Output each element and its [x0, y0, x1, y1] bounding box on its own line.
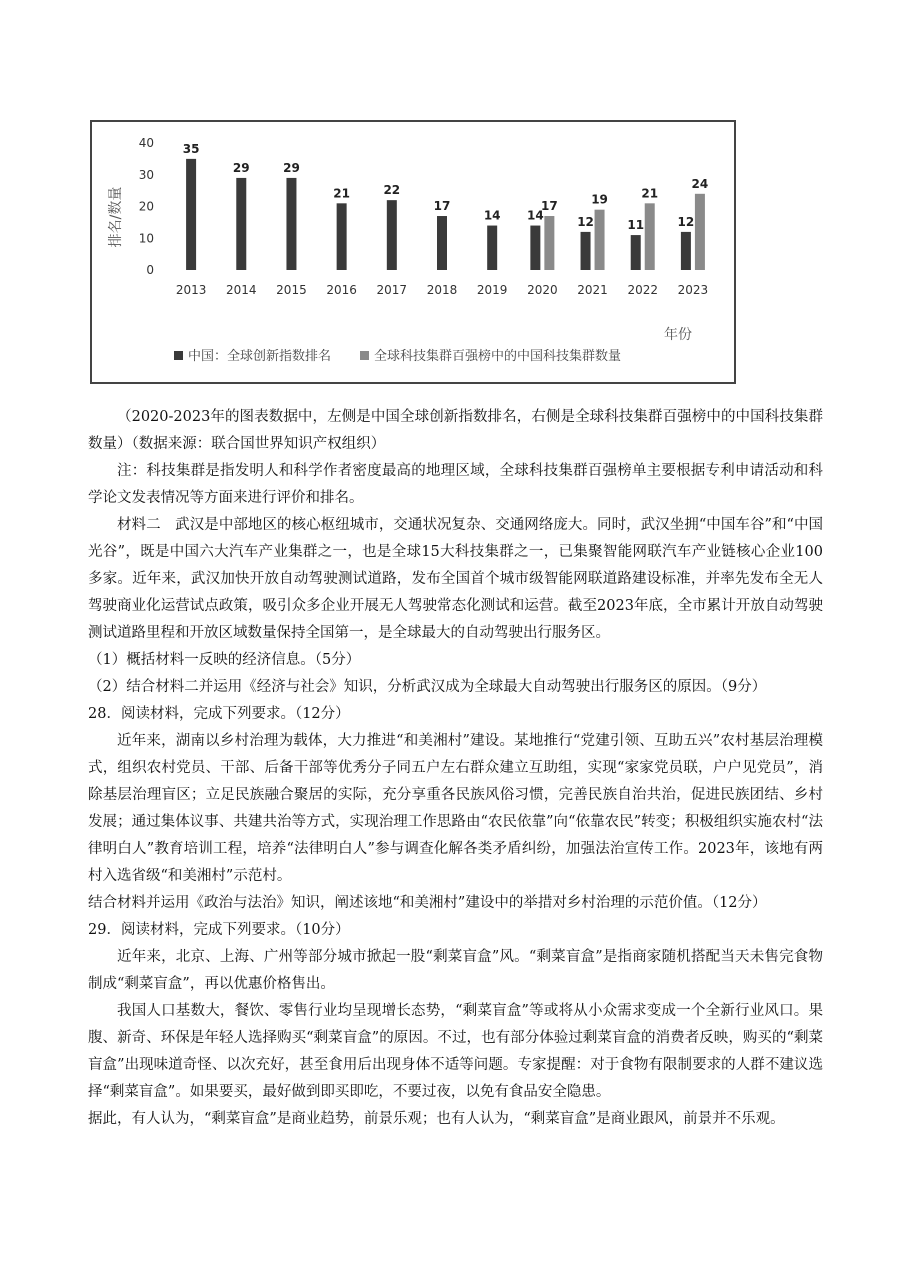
- chart-frame: [90, 120, 736, 384]
- x-tick-label: 2017: [376, 283, 408, 297]
- x-tick-label: 2016: [326, 283, 357, 297]
- x-tick-label: 2019: [476, 283, 508, 297]
- x-tick-label: 2015: [276, 283, 307, 297]
- bar-ranking: [631, 235, 641, 270]
- bar-cluster-count: [544, 216, 554, 270]
- data-label-ranking: 12: [577, 214, 594, 229]
- data-label-ranking: 29: [232, 160, 250, 175]
- data-label-ranking: 14: [527, 208, 544, 223]
- data-label-ranking: 29: [283, 160, 300, 175]
- question-28-heading: 28．阅读材料，完成下列要求。（12分）: [88, 706, 350, 722]
- data-label-cluster-count: 17: [541, 199, 558, 214]
- question-28-material: 近年来，湖南以乡村治理为载体，大力推进“和美湘村”建设。某地推行“党建引领、互助五兴”农村基层治理模式，组织农村党员、干部、后备干部等优秀分子同五户左右群众建立互助组，实现“家家党员联，户户见党员”，消除基层治理盲区；立足民族融合聚居的实际，充分享重各民族风俗习惯，完善民族自治共治，促进民族团结、乡村发展；通过集体议事、共建共治等方式，实现治理工作思路由“农民依靠”向“依靠农民”转变；积极组织实施农村“法律明白人”教育培训工程，培养“法律明白人”参与调查化解各类矛盾纠纷，加强法治宣传工作。2023年，该地有两村入选省级“和美湘村”示范村。: [88, 733, 823, 884]
- y-tick-label: 0: [146, 263, 154, 277]
- data-label-ranking: 11: [627, 218, 645, 233]
- bar-ranking: [437, 216, 447, 270]
- y-axis-title: 排名/数量: [108, 186, 124, 248]
- question-29-material-1: 近年来，北京、上海、广州等部分城市掀起一股“剩菜盲盒”风。“剩菜盲盒”是指商家随机搭配当天未售完食物制成“剩菜盲盒”，再以优惠价格售出。: [88, 949, 823, 992]
- legend-swatch-ranking: [174, 351, 183, 360]
- x-tick-label: 2022: [627, 283, 659, 297]
- bar-ranking: [387, 200, 397, 270]
- bar-ranking: [337, 203, 347, 270]
- bar-ranking: [186, 159, 196, 270]
- y-tick-label: 30: [138, 167, 154, 182]
- legend-swatch-cluster-count: [360, 351, 369, 360]
- article-body: [88, 404, 823, 1133]
- question-2: （2）结合材料二并运用《经济与社会》知识，分析武汉成为全球最大自动驾驶出行服务区的原因。（9分）: [88, 679, 767, 695]
- x-axis-title: 年份: [664, 327, 692, 343]
- question-29-material-2: 我国人口基数大，餐饮、零售行业均呈现增长态势，“剩菜盲盒”等或将从小众需求变成一个全新行业风口。果腹、新奇、环保是年轻人选择购买“剩菜盲盒”的原因。不过，也有部分体验过剩菜盲盒的消费者反映，购买的“剩菜盲盒”出现味道奇怪、以次充好，甚至食用后出现身体不适等问题。专家提醒：对于食物有限制要求的人群不建议选择“剩菜盲盒”。如果要买，最好做到即买即吃，不要过夜，以免有食品安全隐患。: [88, 1003, 823, 1100]
- y-tick-label: 20: [138, 199, 154, 214]
- chart-caption: （2020-2023年的图表数据中，左侧是中国全球创新指数排名，右侧是全球科技集群百强榜中的中国科技集群数量）（数据来源：联合国世界知识产权组织）: [88, 409, 823, 452]
- data-label-ranking: 14: [483, 208, 501, 223]
- x-tick-label: 2018: [426, 283, 458, 297]
- bar-ranking: [286, 178, 296, 270]
- data-label-ranking: 21: [333, 186, 350, 201]
- legend: [174, 348, 621, 364]
- question-29-material-3: 据此，有人认为，“剩菜盲盒”是商业趋势，前景乐观；也有人认为，“剩菜盲盒”是商业跟风，前景并不乐观。: [88, 1111, 785, 1127]
- bar-chart: [92, 122, 734, 382]
- note-paragraph: 注：科技集群是指发明人和科学作者密度最高的地理区域，全球科技集群百强榜单主要根据专利申请活动和科学论文发表情况等方面来进行评价和排名。: [88, 463, 823, 506]
- question-28-ask: 结合材料并运用《政治与法治》知识，阐述该地“和美湘村”建设中的举措对乡村治理的示范价值。（12分）: [88, 895, 767, 911]
- x-tick-label: 2013: [175, 283, 207, 297]
- x-tick-label: 2023: [677, 283, 709, 297]
- x-tick-label: 2014: [225, 283, 257, 297]
- y-tick-label: 40: [138, 136, 154, 150]
- x-tick-label: 2020: [527, 283, 558, 297]
- data-label-cluster-count: 21: [641, 186, 659, 201]
- legend-label-cluster-count: 全球科技集群百强榜中的中国科技集群数量: [374, 349, 622, 364]
- material-two-paragraph: 材料二 武汉是中部地区的核心枢纽城市，交通状况复杂、交通网络庞大。同时，武汉坐拥“中国车谷”和“中国光谷”，既是中国六大汽车产业集群之一，也是全球15大科技集群之一，已集聚智能网联汽车产业链核心企业100多家。近年来，武汉加快开放自动驾驶测试道路，发布全国首个城市级智能网联道路建设标准，并率先发布全无人驾驶商业化运营试点政策，吸引众多企业开展无人驾驶常态化测试和运营。截至2023年底，全市累计开放自动驾驶测试道路里程和开放区域数量保持全国第一，是全球最大的自动驾驶出行服务区。: [88, 517, 823, 641]
- question-1: （1）概括材料一反映的经济信息。（5分）: [88, 652, 361, 668]
- bar-cluster-count: [645, 203, 655, 270]
- data-label-ranking: 22: [383, 183, 401, 198]
- bar-ranking: [581, 232, 591, 270]
- x-tick-label: 2021: [577, 283, 608, 297]
- data-label-cluster-count: 24: [691, 176, 709, 191]
- bar-ranking: [236, 178, 246, 270]
- y-tick-label: 10: [138, 231, 154, 246]
- data-label-ranking: 35: [182, 141, 200, 156]
- data-label-cluster-count: 19: [591, 192, 608, 207]
- data-label-ranking: 12: [677, 214, 695, 229]
- legend-label-ranking: 中国：全球创新指数排名: [188, 349, 332, 364]
- bar-ranking: [681, 232, 691, 270]
- bar-ranking: [530, 226, 540, 270]
- bar-cluster-count: [695, 194, 705, 270]
- question-29-heading: 29．阅读材料，完成下列要求。（10分）: [88, 922, 350, 938]
- bar-ranking: [487, 226, 497, 270]
- data-label-ranking: 17: [433, 199, 451, 214]
- bar-cluster-count: [595, 210, 605, 270]
